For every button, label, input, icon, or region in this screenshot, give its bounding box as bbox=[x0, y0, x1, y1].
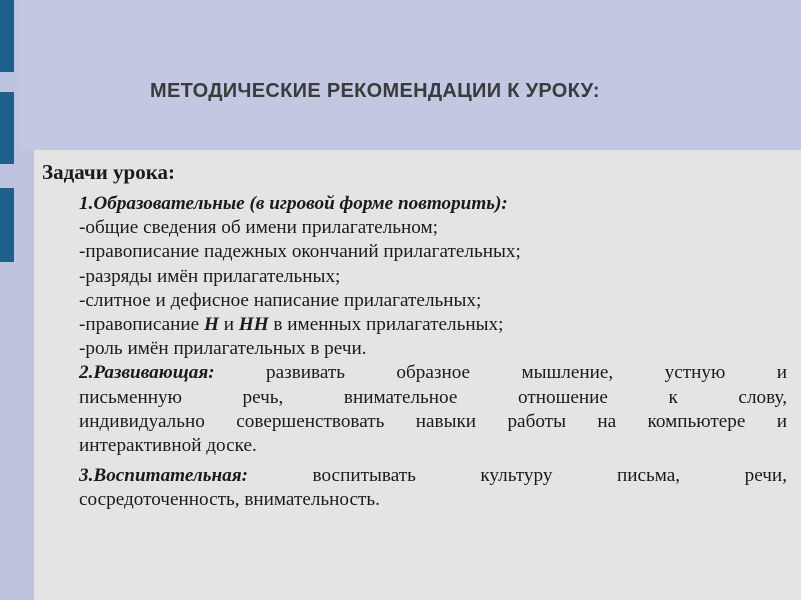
left-accent-bars bbox=[0, 0, 16, 600]
list-item bbox=[79, 313, 787, 337]
section-heading-developmental: 2.Развивающая: bbox=[79, 362, 215, 384]
list-item: -роль имён прилагательных в речи. bbox=[79, 338, 367, 360]
letter-n: Н bbox=[203, 314, 219, 336]
list-item-text: и bbox=[218, 314, 239, 336]
lesson-tasks-content bbox=[79, 192, 787, 513]
slide-header bbox=[20, 0, 801, 150]
accent-bar bbox=[0, 92, 14, 164]
educational-upbringing-line: сосредоточенность, внимательность. bbox=[79, 489, 380, 511]
developmental-text: развивать образное мышление, устную и bbox=[214, 362, 787, 384]
lesson-tasks-heading: Задачи урока: bbox=[42, 160, 176, 184]
section-heading-upbringing: 3.Воспитательная: bbox=[79, 465, 249, 487]
developmental-line: интерактивной доске. bbox=[79, 435, 257, 457]
letter-nn: НН bbox=[238, 314, 269, 336]
upbringing-text: воспитывать культуру письма, речи, bbox=[248, 465, 787, 487]
developmental-line bbox=[79, 361, 787, 385]
list-item: -правописание падежных окончаний прилагательных; bbox=[79, 241, 521, 263]
section-heading-educational: 1.Образовательные (в игровой форме повторить): bbox=[79, 193, 508, 214]
list-item: -общие сведения об имени прилагательном; bbox=[79, 217, 438, 239]
list-item: -слитное и дефисное написание прилагательных; bbox=[79, 289, 482, 311]
accent-bar bbox=[0, 0, 14, 72]
list-item-text: -правописание bbox=[79, 314, 204, 336]
developmental-line: письменную речь, внимательное отношение к слову, bbox=[79, 386, 787, 408]
slide-title: МЕТОДИЧЕСКИЕ РЕКОМЕНДАЦИИ К УРОКУ: bbox=[150, 80, 600, 102]
educational-upbringing-line bbox=[79, 464, 787, 488]
accent-bar bbox=[0, 188, 14, 262]
list-item-text: в именных прилагательных; bbox=[268, 314, 504, 336]
content-panel bbox=[34, 150, 801, 600]
list-item: -разряды имён прилагательных; bbox=[79, 265, 341, 287]
developmental-line: индивидуально совершенствовать навыки работы на компьютере и bbox=[79, 410, 787, 432]
